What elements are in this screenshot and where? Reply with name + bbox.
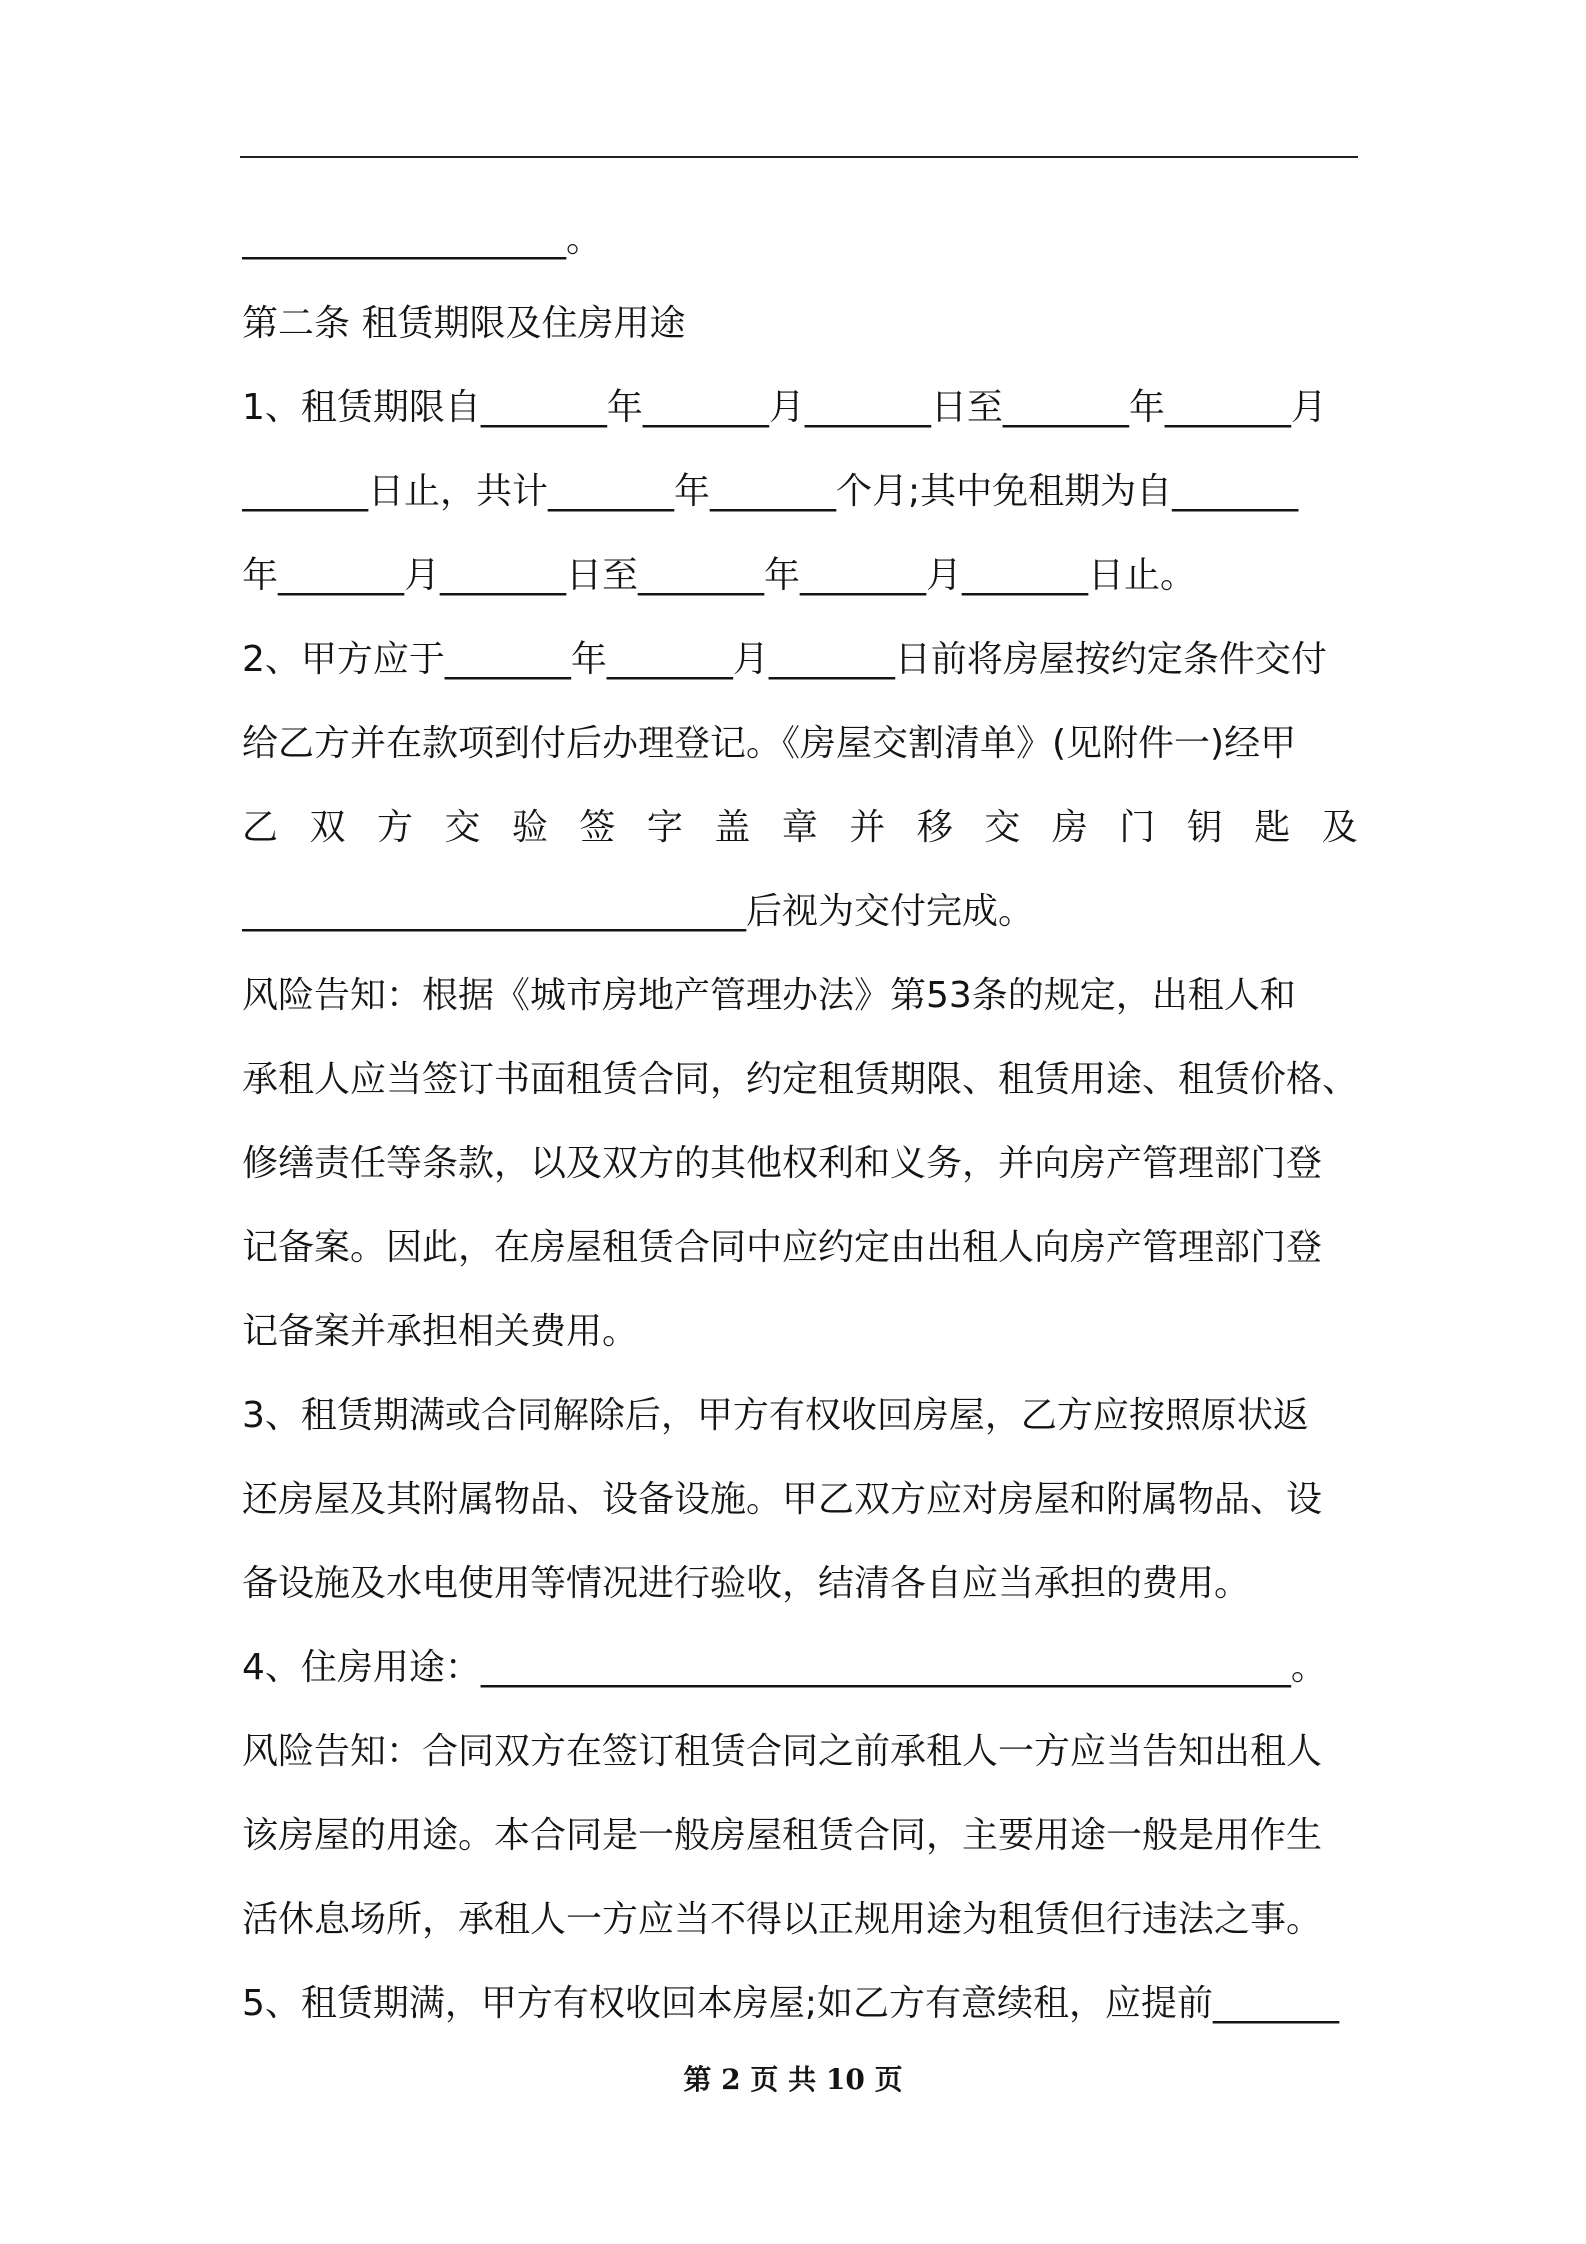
text-line: 记备案。因此，在房屋租赁合同中应约定由出租人向房产管理部门登 (242, 1227, 1323, 1268)
spread-char: 匙 (1254, 807, 1291, 848)
spread-char: 并 (849, 807, 886, 848)
spread-char: 房 (1051, 807, 1088, 848)
spread-text-line (242, 786, 1358, 870)
spread-char: 交 (444, 807, 481, 848)
spread-char: 方 (376, 807, 413, 848)
text-line: 该房屋的用途。本合同是一般房屋租赁合同，主要用途一般是用作生 (242, 1815, 1323, 1856)
spread-char: 乙 (242, 807, 279, 848)
spread-char: 交 (984, 807, 1021, 848)
section-heading: 第二条 租赁期限及住房用途 (242, 303, 686, 344)
spread-char: 门 (1119, 807, 1156, 848)
text-line: _______日止，共计_______年_______个月;其中免租期为自_______ (242, 471, 1299, 512)
text-line: __________________。 (242, 219, 602, 260)
document-body (242, 198, 1358, 2046)
text-line: 备设施及水电使用等情况进行验收，结清各自应当承担的费用。 (242, 1563, 1251, 1604)
text-line: 风险告知：合同双方在签订租赁合同之前承租人一方应当告知出租人 (242, 1731, 1323, 1772)
text-line: 3、租赁期满或合同解除后，甲方有权收回房屋，乙方应按照原状返 (242, 1395, 1309, 1436)
text-line: 承租人应当签订书面租赁合同，约定租赁期限、租赁用途、租赁价格、 (242, 1059, 1358, 1100)
text-line: 5、租赁期满，甲方有权收回本房屋;如乙方有意续租，应提前_______ (242, 1983, 1340, 2024)
header-rule (240, 156, 1358, 158)
text-line: 记备案并承担相关费用。 (242, 1311, 639, 1352)
text-line: 年_______月_______日至_______年_______月_______日止。 (242, 555, 1197, 596)
spread-char: 及 (1321, 807, 1358, 848)
spread-char: 盖 (714, 807, 751, 848)
spread-char: 章 (781, 807, 818, 848)
spread-char: 验 (511, 807, 548, 848)
text-line: 给乙方并在款项到付后办理登记。《房屋交割清单》(见附件一)经甲 (242, 723, 1297, 764)
text-line: 修缮责任等条款，以及双方的其他权利和义务，并向房产管理部门登 (242, 1143, 1323, 1184)
text-line: 1、租赁期限自_______年_______月_______日至_______年_______月 (242, 387, 1327, 428)
text-line: 2、甲方应于_______年_______月_______日前将房屋按约定条件交付 (242, 639, 1327, 680)
text-line: ____________________________后视为交付完成。 (242, 891, 1035, 932)
page-number: 第 2 页 共 10 页 (683, 2063, 903, 2096)
text-line: 风险告知：根据《城市房地产管理办法》第53条的规定，出租人和 (242, 975, 1296, 1016)
spread-char: 移 (916, 807, 953, 848)
spread-char: 字 (646, 807, 683, 848)
text-line: 活休息场所，承租人一方应当不得以正规用途为租赁但行违法之事。 (242, 1899, 1323, 1940)
spread-char: 双 (309, 807, 346, 848)
spread-char: 钥 (1186, 807, 1223, 848)
spread-char: 签 (579, 807, 616, 848)
text-line: 4、住房用途：_____________________________________________。 (242, 1647, 1327, 1688)
text-line: 还房屋及其附属物品、设备设施。甲乙双方应对房屋和附属物品、设 (242, 1479, 1323, 1520)
